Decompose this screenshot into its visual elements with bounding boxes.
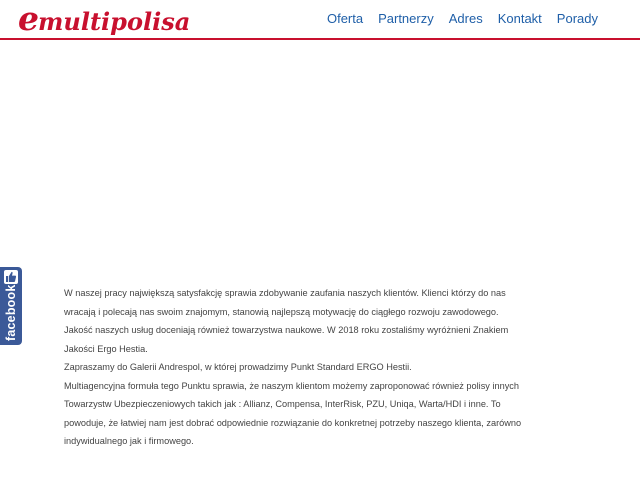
nav-oferta[interactable]: Oferta (326, 11, 364, 26)
text-line: W naszej pracy największą satysfakcję sprawia zdobywanie zaufania naszych klientów. Klienci którzy do nas (64, 288, 506, 298)
text-line: Multiagencyjna formuła tego Punktu sprawia, że naszym klientom możemy zaproponować również polisy innych (64, 380, 519, 391)
thumbs-up-icon (4, 270, 18, 284)
site-logo[interactable] (18, 2, 190, 38)
main-nav (327, 11, 598, 27)
text-line: Zapraszamy do Galerii Andrespol, w której prowadzimy Punkt Standard ERGO Hestii. (64, 362, 412, 372)
facebook-label: facebook (4, 284, 18, 341)
text-line: wracają i polecają nas swoim znajomym, stanowią najlepszą motywację do ciągłego rozwoju zawodowego. (64, 306, 499, 317)
nav-kontakt[interactable]: Kontakt (497, 11, 542, 26)
text-line: indywidualnego jak i firmowego. (64, 436, 194, 446)
text-line: powoduje, że łatwiej nam jest dobrać odpowiednie rozwiązanie do konkretnej potrzeby naszego klienta, zarówno (64, 417, 522, 428)
nav-partnerzy[interactable]: Partnerzy (378, 11, 434, 26)
facebook-side-tab[interactable] (0, 267, 22, 345)
text-line: Jakość naszych usług doceniają również towarzystwa naukowe. W 2018 roku zostaliśmy wyróżnieni Znakiem (64, 325, 509, 335)
nav-porady[interactable]: Porady (556, 11, 598, 26)
text-line: Towarzystw Ubezpieczeniowych takich jak : Allianz, Compensa, InterRisk, PZU, Uniqa, Warta/HDI i inne. To (64, 399, 501, 409)
site-header (0, 0, 640, 40)
logo-e: e (18, 0, 38, 38)
about-text (64, 284, 584, 451)
logo-wordmark: multipolisa (38, 7, 191, 36)
nav-adres[interactable]: Adres (448, 11, 483, 26)
text-line: Jakości Ergo Hestia. (64, 343, 148, 354)
